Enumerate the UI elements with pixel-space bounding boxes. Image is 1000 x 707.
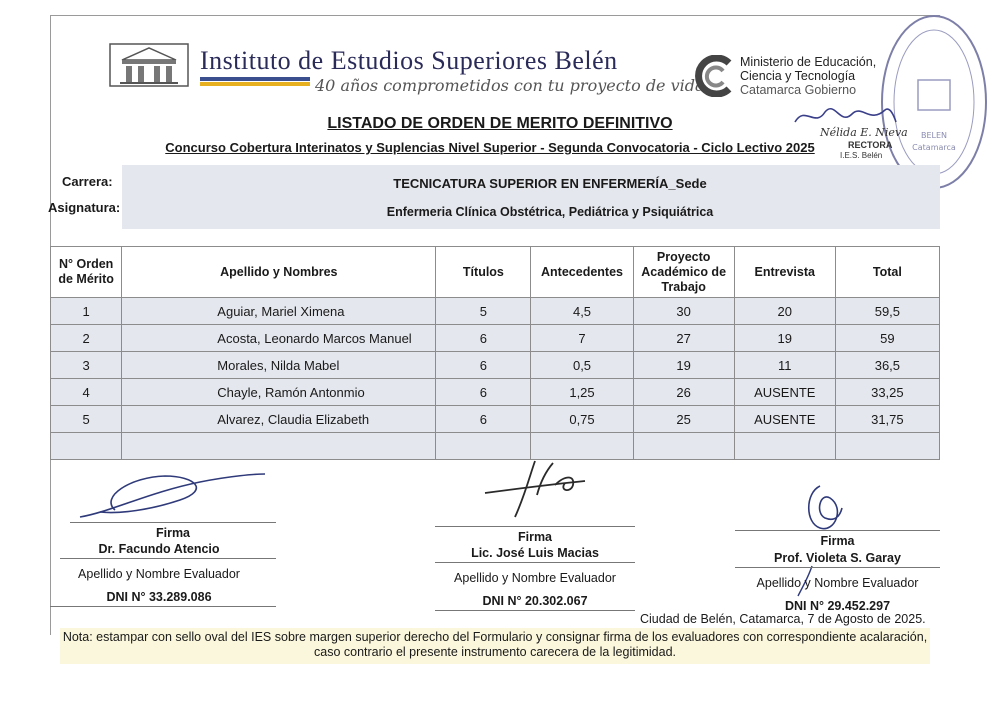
ministry-line-3: Catamarca Gobierno	[740, 83, 857, 97]
cell-titulos: 5	[436, 298, 531, 325]
header-proyecto: Proyecto Académico de Trabajo	[633, 247, 734, 298]
signature-line-1b	[60, 558, 276, 559]
rector-stamp-name: Nélida E. Nieva	[820, 126, 908, 139]
evaluator-1-dni: DNI N° 33.289.086	[106, 590, 212, 604]
cell-nombre: Chayle, Ramón Antonmio	[122, 379, 436, 406]
header-bar-blue	[200, 77, 310, 81]
evaluator-2-firma-label: Firma	[517, 530, 553, 544]
cell-entrevista: 19	[734, 325, 835, 352]
cell-total: 59	[835, 325, 939, 352]
cell-titulos: 6	[436, 406, 531, 433]
cell-orden: 1	[51, 298, 122, 325]
frame-top-border	[50, 15, 940, 16]
cell-proyecto: 26	[633, 379, 734, 406]
cell-total: 59,5	[835, 298, 939, 325]
cell-nombre: Alvarez, Claudia Elizabeth	[122, 406, 436, 433]
signature-line-3b	[735, 567, 940, 568]
evaluator-3-role: Apellido y Nombre Evaluador	[756, 576, 919, 590]
header-nombres: Apellido y Nombres	[122, 247, 436, 298]
table-row	[51, 379, 940, 406]
table-row	[51, 325, 940, 352]
table-header-row	[51, 247, 940, 298]
svg-text:BELEN: BELEN	[920, 131, 948, 140]
table-row	[51, 352, 940, 379]
cell-total: 36,5	[835, 352, 939, 379]
cell-orden: 3	[51, 352, 122, 379]
evaluator-2-signature-icon	[475, 455, 605, 525]
cell-orden: 5	[51, 406, 122, 433]
header-bar-yellow	[200, 82, 310, 86]
cell-proyecto: 25	[633, 406, 734, 433]
header-antecedentes: Antecedentes	[531, 247, 633, 298]
cell-proyecto: 19	[633, 352, 734, 379]
carrera-label: Carrera:	[62, 174, 113, 189]
ministry-name	[740, 55, 876, 97]
cell-nombre: Morales, Nilda Mabel	[122, 352, 436, 379]
cell-antecedentes: 0,5	[531, 352, 633, 379]
institute-logo-icon	[108, 42, 190, 88]
evaluator-1-role: Apellido y Nombre Evaluador	[78, 567, 240, 581]
table-row	[51, 298, 940, 325]
cell-orden: 4	[51, 379, 122, 406]
cell-entrevista: 11	[734, 352, 835, 379]
cell-antecedentes: 7	[531, 325, 633, 352]
ministry-line-2: Ciencia y Tecnología	[740, 69, 856, 83]
rector-stamp-role: RECTORA	[848, 140, 893, 150]
header-orden: N° Orden de Mérito	[51, 247, 122, 298]
rector-stamp-org: I.E.S. Belén	[840, 151, 883, 160]
svg-text:Catamarca: Catamarca	[912, 143, 956, 152]
signature-line-1	[70, 522, 276, 523]
cell-entrevista: AUSENTE	[734, 379, 835, 406]
signature-line-1c	[50, 606, 276, 607]
evaluator-1-firma-label: Firma	[155, 526, 191, 540]
signature-line-3	[735, 530, 940, 531]
asignatura-label: Asignatura:	[48, 200, 121, 215]
institution-name: Instituto de Estudios Superiores Belén	[200, 46, 618, 75]
header-titulos: Títulos	[436, 247, 531, 298]
evaluator-3-dni: DNI N° 29.452.297	[784, 599, 891, 613]
document-title: LISTADO DE ORDEN DE MERITO DEFINITIVO	[327, 115, 673, 132]
signature-line-2b	[435, 562, 635, 563]
cell-total: 31,75	[835, 406, 939, 433]
cell-nombre: Aguiar, Mariel Ximena	[122, 298, 436, 325]
evaluator-2-dni: DNI N° 20.302.067	[482, 594, 588, 608]
header-total: Total	[835, 247, 939, 298]
career-band	[122, 165, 940, 229]
evaluator-3-firma-label: Firma	[820, 534, 855, 548]
cell-total: 33,25	[835, 379, 939, 406]
ministry-line-1: Ministerio de Educación,	[740, 55, 877, 69]
signature-line-2c	[435, 610, 635, 611]
ministry-logo-icon	[695, 55, 737, 97]
institution-slogan: 40 años comprometidos con tu proyecto de vida	[315, 76, 705, 95]
evaluator-3-name: Prof. Violeta S. Garay	[774, 551, 901, 565]
header-entrevista: Entrevista	[734, 247, 835, 298]
evaluator-2-role: Apellido y Nombre Evaluador	[454, 571, 616, 585]
merit-table	[50, 246, 940, 460]
cell-orden: 2	[51, 325, 122, 352]
footer-note: Nota: estampar con sello oval del IES sobre margen superior derecho del Formulario y consignar firma de los evaluadores con correspondiente acalaración, caso contrario el presente instrumento carecera de la legitimidad.	[60, 628, 930, 664]
asignatura-value: Enfermeria Clínica Obstétrica, Pediátrica y Psiquiátrica	[386, 205, 714, 219]
cell-nombre: Acosta, Leonardo Marcos Manuel	[122, 325, 436, 352]
cell-entrevista: 20	[734, 298, 835, 325]
cell-proyecto: 27	[633, 325, 734, 352]
cell-titulos: 6	[436, 325, 531, 352]
cell-titulos: 6	[436, 379, 531, 406]
cell-antecedentes: 4,5	[531, 298, 633, 325]
carrera-value: TECNICATURA SUPERIOR EN ENFERMERÍA_Sede	[393, 176, 707, 191]
evaluator-2-name: Lic. José Luis Macias	[471, 546, 599, 560]
cell-antecedentes: 0,75	[531, 406, 633, 433]
cell-entrevista: AUSENTE	[734, 406, 835, 433]
cell-proyecto: 30	[633, 298, 734, 325]
cell-titulos: 6	[436, 352, 531, 379]
signature-line-2	[435, 526, 635, 527]
city-date: Ciudad de Belén, Catamarca, 7 de Agosto de 2025.	[640, 612, 926, 626]
cell-antecedentes: 1,25	[531, 379, 633, 406]
evaluator-1-name: Dr. Facundo Atencio	[98, 542, 220, 556]
table-row	[51, 406, 940, 433]
document-subtitle: Concurso Cobertura Interinatos y Suplencias Nivel Superior - Segunda Convocatoria - Ciclo Lectivo 2025	[165, 140, 815, 155]
